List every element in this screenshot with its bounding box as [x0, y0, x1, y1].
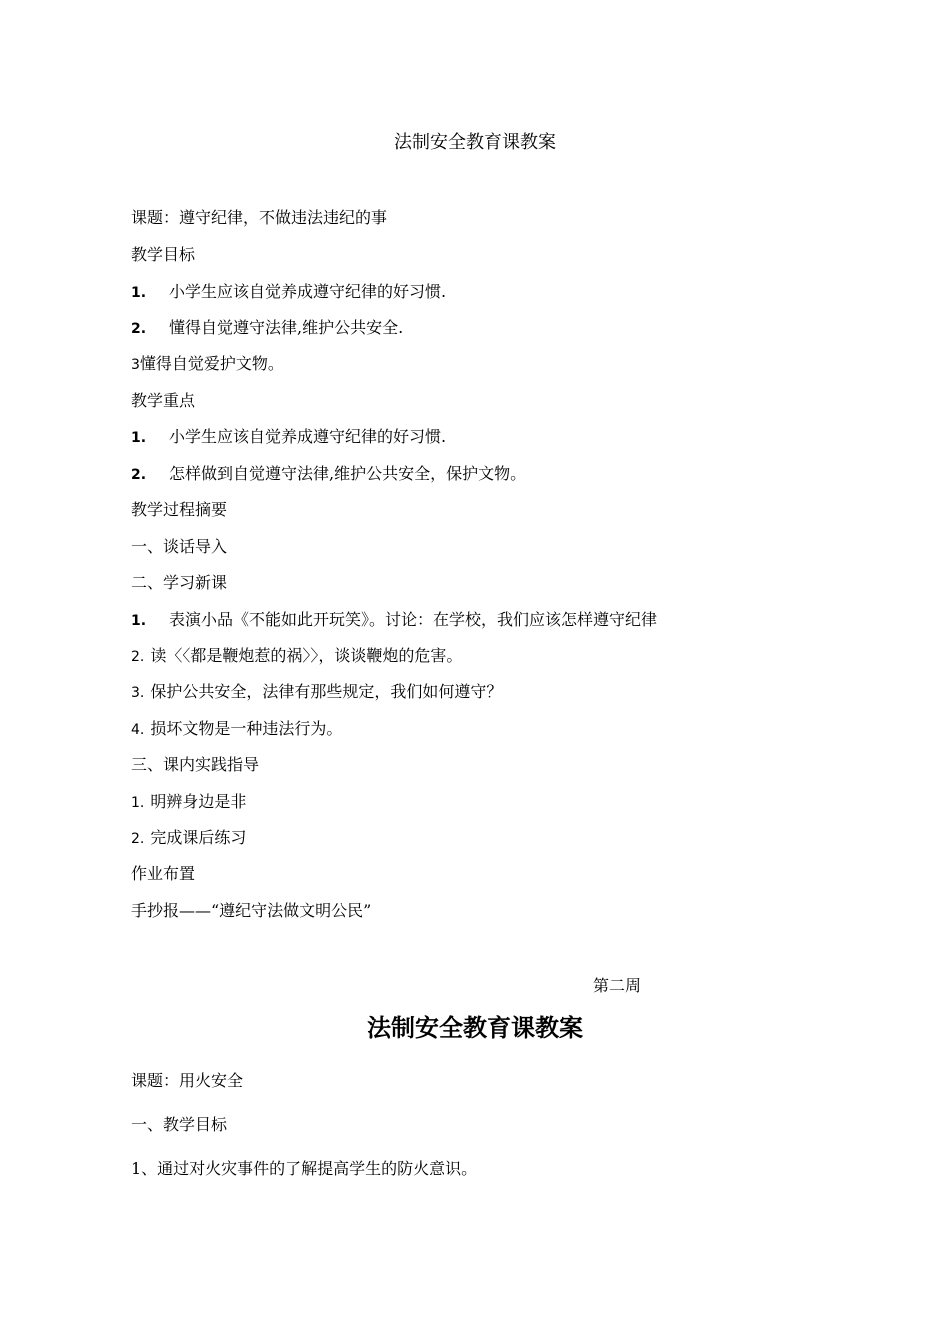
- focus-item: [131, 426, 446, 449]
- section-intro: 一、谈话导入: [131, 537, 228, 556]
- goal-item: [131, 281, 446, 304]
- goal-number: 3: [131, 357, 140, 373]
- step-number: 1.: [131, 613, 147, 629]
- focus-item: [131, 463, 526, 486]
- goal-item: [131, 353, 284, 376]
- step-number: 3.: [131, 685, 145, 701]
- goal-item-2: 1、通过对火灾事件的了解提高学生的防火意识。: [131, 1159, 478, 1178]
- step-text: 损坏文物是一种违法行为。: [150, 719, 343, 738]
- goal-text: 懂得自觉爱护文物。: [139, 354, 284, 373]
- step-number: 2.: [131, 649, 145, 665]
- homework-text: 手抄报——“遵纪守法做文明公民”: [131, 901, 372, 920]
- goal-item: [131, 317, 403, 340]
- lesson-step: [131, 609, 657, 632]
- focus-number: 2.: [131, 467, 147, 483]
- goal-number: 2.: [131, 321, 147, 337]
- goal-text: 懂得自觉遵守法律,维护公共安全.: [169, 318, 404, 337]
- process-heading: 教学过程摘要: [131, 500, 228, 519]
- step-number: 1.: [131, 795, 145, 811]
- goals-heading-2: 一、教学目标: [131, 1115, 228, 1134]
- section-new-lesson: 二、学习新课: [131, 573, 228, 592]
- lesson-plan-title-2: 法制安全教育课教案: [367, 1014, 583, 1042]
- step-text: 明辨身边是非: [150, 792, 247, 811]
- focus-number: 1.: [131, 430, 147, 446]
- practice-step: [131, 791, 246, 814]
- section-practice: 三、课内实践指导: [131, 755, 260, 774]
- focus-text: 怎样做到自觉遵守法律,维护公共安全，保护文物。: [169, 464, 527, 483]
- goal-text: 小学生应该自觉养成遵守纪律的好习惯.: [169, 282, 447, 301]
- step-text: 表演小品《不能如此开玩笑》。讨论：在学校，我们应该怎样遵守纪律: [169, 610, 658, 629]
- focus-heading: 教学重点: [131, 391, 196, 410]
- goal-number: 1.: [131, 285, 147, 301]
- subject-line: 课题：遵守纪律，不做违法违纪的事: [131, 208, 388, 227]
- lesson-plan-title: 法制安全教育课教案: [394, 132, 556, 153]
- goals-heading: 教学目标: [131, 245, 196, 264]
- lesson-step: [131, 718, 342, 741]
- step-text: 完成课后练习: [150, 828, 247, 847]
- focus-text: 小学生应该自觉养成遵守纪律的好习惯.: [169, 427, 447, 446]
- practice-step: [131, 827, 246, 850]
- lesson-step: [131, 645, 462, 668]
- subject-line-2: 课题：用火安全: [131, 1071, 244, 1090]
- homework-heading: 作业布置: [131, 864, 196, 883]
- week-label: 第二周: [593, 976, 642, 995]
- step-number: 4.: [131, 722, 145, 738]
- lesson-step: [131, 681, 502, 704]
- step-text: 保护公共安全，法律有那些规定，我们如何遵守？: [150, 682, 503, 701]
- step-text: 读〈〈都是鞭炮惹的祸〉〉，谈谈鞭炮的危害。: [150, 646, 463, 665]
- step-number: 2.: [131, 831, 145, 847]
